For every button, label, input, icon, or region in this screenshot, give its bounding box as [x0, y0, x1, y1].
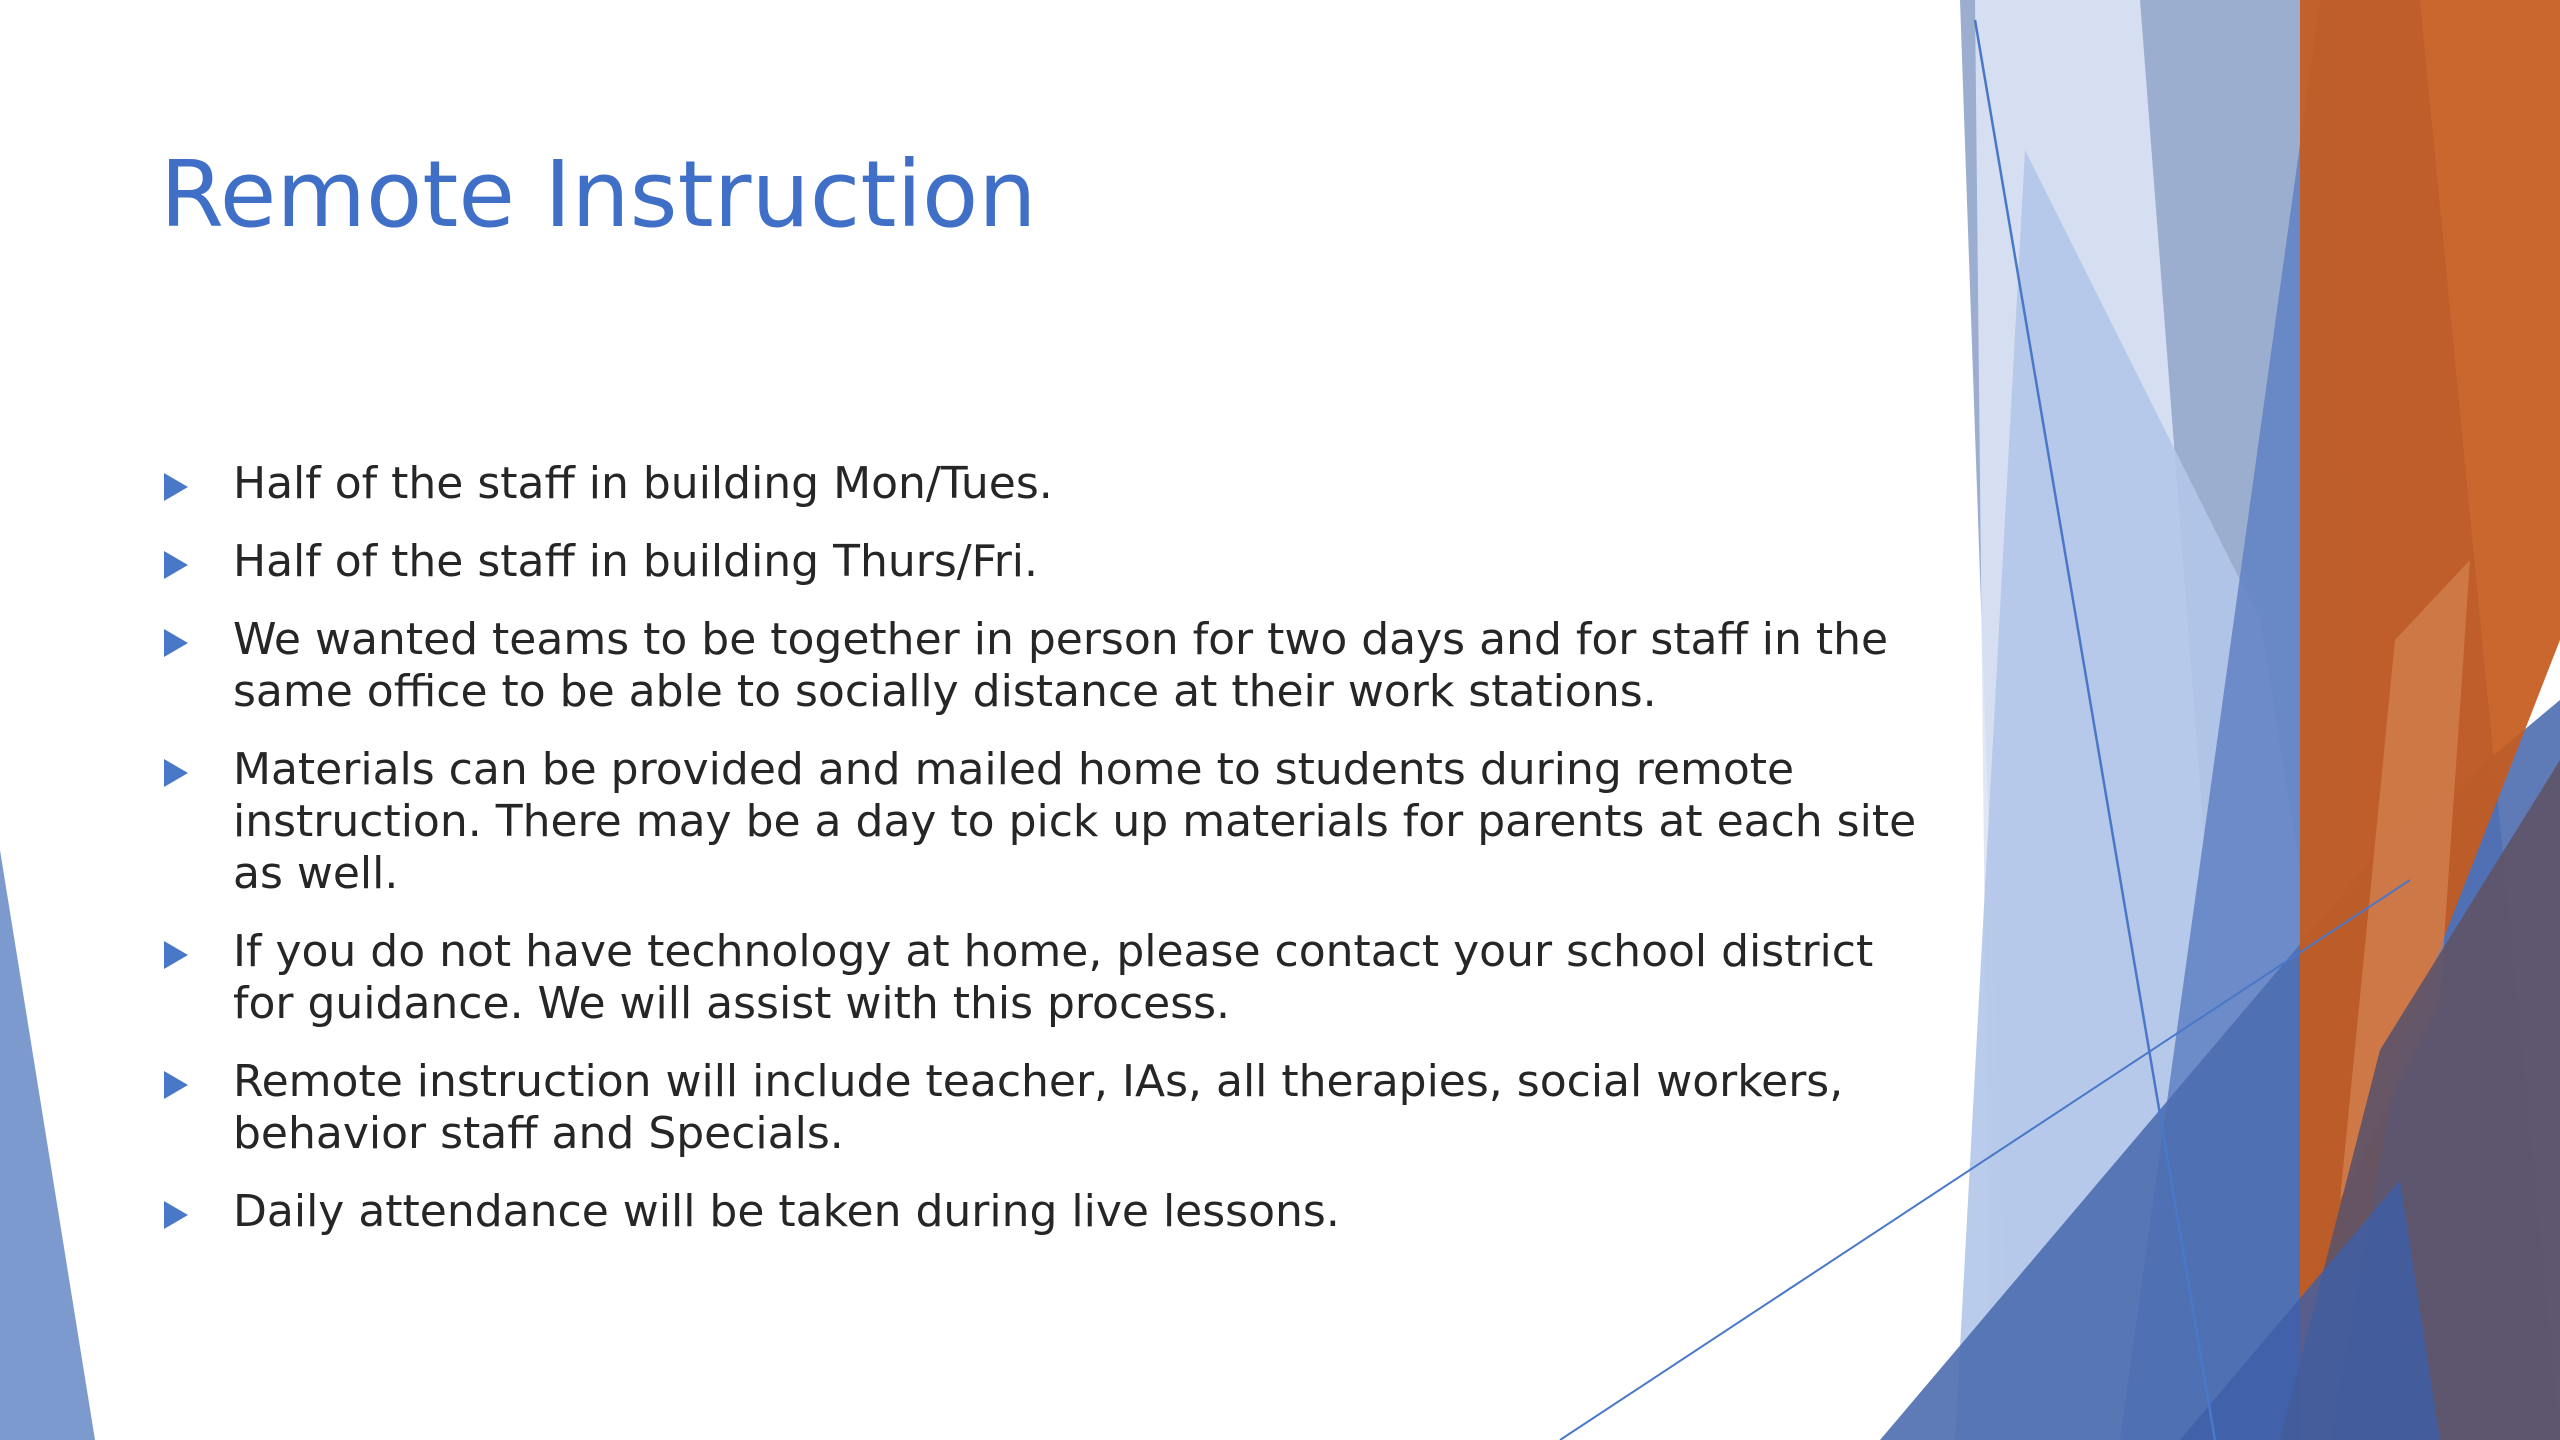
bullet-text: We wanted teams to be together in person for two days and for staff in the same office to be able to socially distance at their work stations.	[233, 614, 1889, 717]
bullet-item	[160, 1056, 1940, 1160]
bullet-text: Materials can be provided and mailed home to students during remote instruction. There may be a day to pick up materials for parents at each site as well.	[233, 744, 1917, 899]
triangle-bullet-icon	[164, 473, 188, 501]
slide-title: Remote Instruction	[160, 141, 1037, 248]
bullet-text: Half of the staff in building Thurs/Fri.	[233, 536, 1038, 587]
triangle-bullet-icon	[164, 941, 188, 969]
bullet-item	[160, 1186, 1940, 1238]
bullet-text: If you do not have technology at home, please contact your school district for guidance. We will assist with this process.	[233, 926, 1874, 1029]
left-blue-sliver-shape	[0, 850, 95, 1440]
triangle-bullet-icon	[164, 629, 188, 657]
bullet-text: Half of the staff in building Mon/Tues.	[233, 458, 1053, 509]
triangle-bullet-icon	[164, 759, 188, 787]
triangle-bullet-icon	[164, 1071, 188, 1099]
bullet-item	[160, 536, 1940, 588]
bullet-item	[160, 926, 1940, 1030]
bullet-item	[160, 744, 1940, 900]
bullet-text: Remote instruction will include teacher, IAs, all therapies, social workers, behavior staff and Specials.	[233, 1056, 1844, 1159]
triangle-bullet-icon	[164, 551, 188, 579]
bullet-item	[160, 458, 1940, 510]
bullet-item	[160, 614, 1940, 718]
bullet-list	[160, 458, 1940, 1264]
triangle-bullet-icon	[164, 1201, 188, 1229]
bullet-text: Daily attendance will be taken during live lessons.	[233, 1186, 1340, 1237]
